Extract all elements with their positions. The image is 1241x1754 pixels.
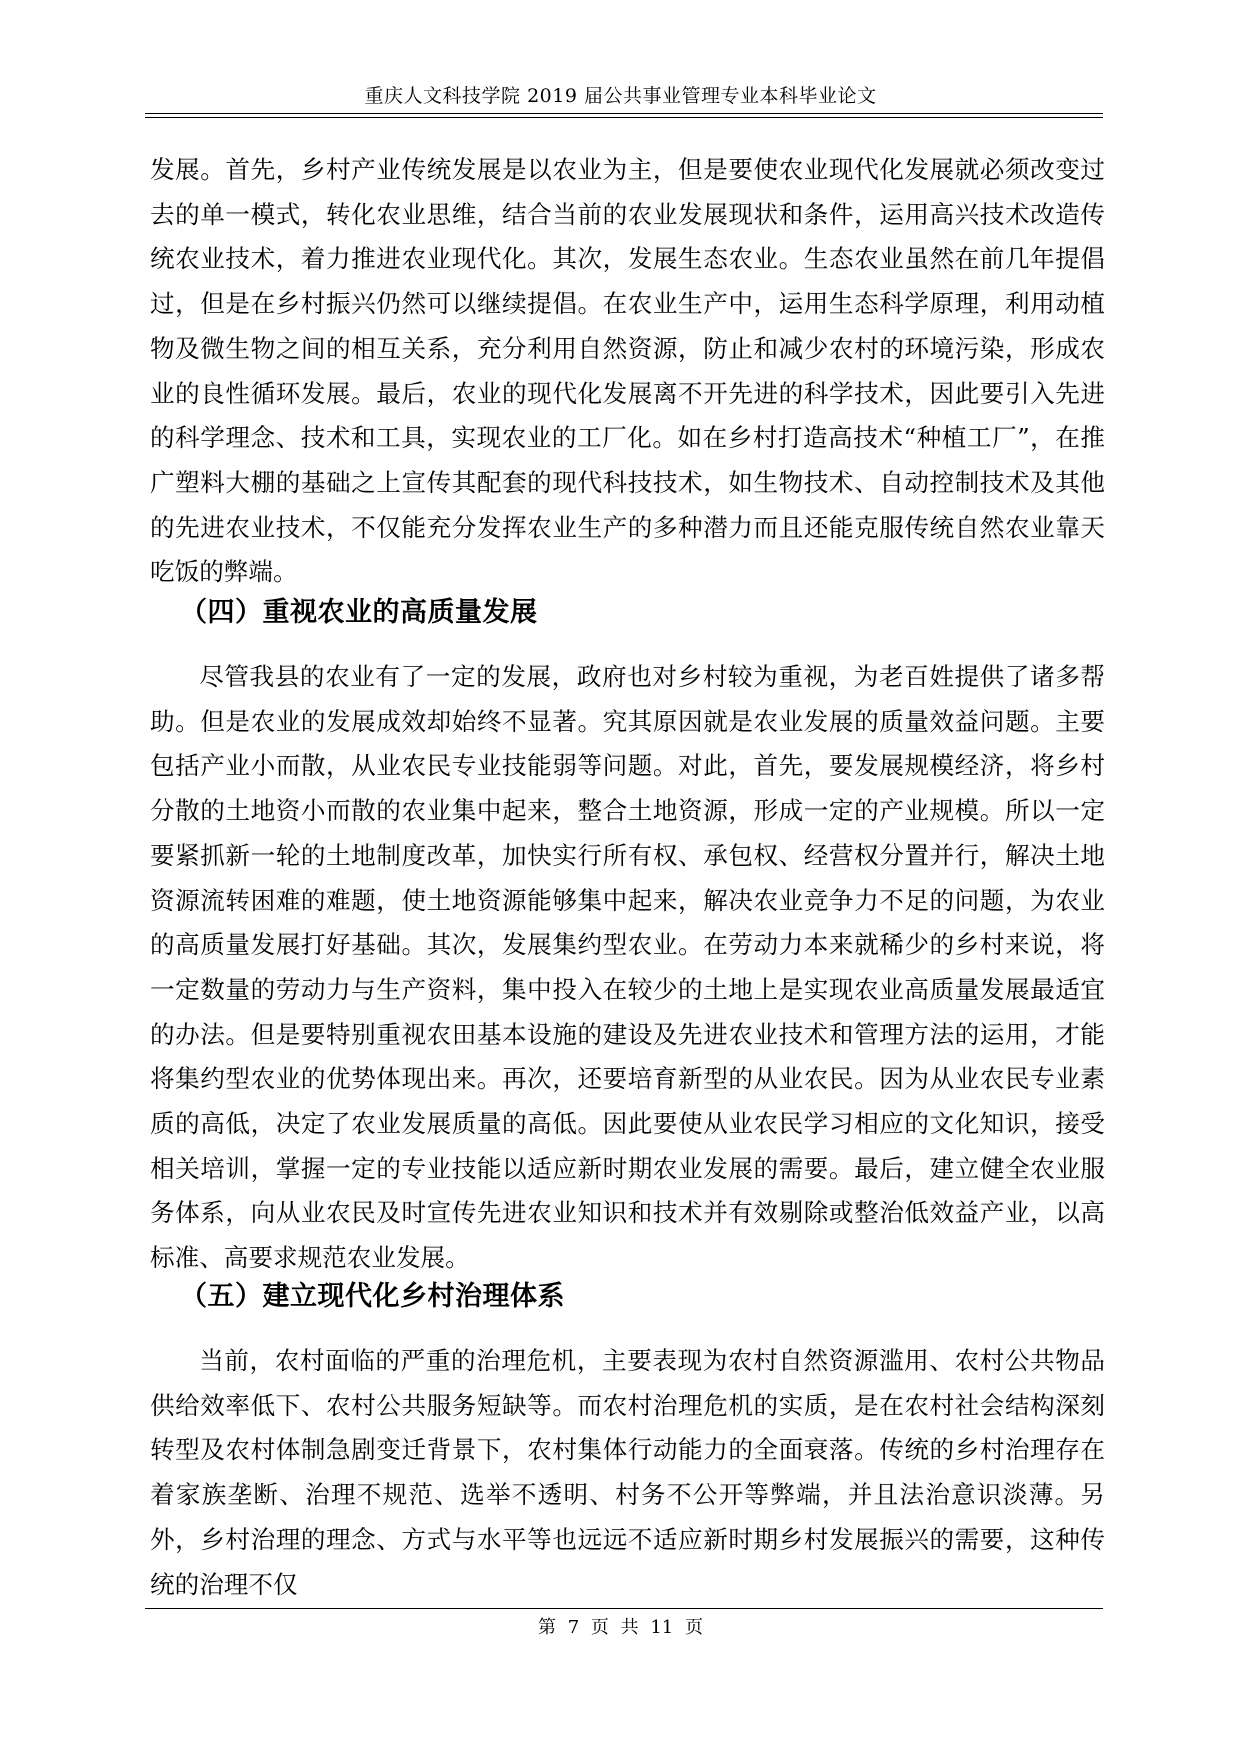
section-heading-5: （五）建立现代化乡村治理体系 <box>180 1281 565 1312</box>
header-rule-thick <box>145 113 1103 114</box>
paragraph-agriculture-quality <box>150 655 1105 1281</box>
page-number: 第 7 页 共 11 页 <box>538 1617 703 1638</box>
paragraph-text: 发展。首先，乡村产业传统发展是以农业为主，但是要使农业现代化发展就必须改变过去的单一模式，转化农业思维，结合当前的农业发展现状和条件，运用高兴技术改造传统农业技术，着力推进农业现代化。其次，发展生态农业。生态农业虽然在前几年提倡过，但是在乡村振兴仍然可以继续提倡。在农业生产中，运用生态科学原理，利用动植物及微生物之间的相互关系，充分利用自然资源，防止和减少农村的环境污染，形成农业的良性循环发展。最后，农业的现代化发展离不开先进的科学技术，因此要引入先进的科学理念、技术和工具，实现农业的工厂化。如在乡村打造高技术“种植工厂”，在推广塑料大棚的基础之上宣传其配套的现代科技技术，如生物技术、自动控制技术及其他的先进农业技术，不仅能充分发挥农业生产的多种潜力而且还能克服传统自然农业靠天吃饭的弊端。 <box>150 155 1105 587</box>
paragraph-text: 尽管我县的农业有了一定的发展，政府也对乡村较为重视，为老百姓提供了诸多帮助。但是农业的发展成效却始终不显著。究其原因就是农业发展的质量效益问题。主要包括产业小而散，从业农民专业技能弱等问题。对此，首先，要发展规模经济，将乡村分散的土地资小而散的农业集中起来，整合土地资源，形成一定的产业规模。所以一定要紧抓新一轮的土地制度改革，加快实行所有权、承包权、经营权分置并行，解决土地资源流转困难的难题，使土地资源能够集中起来，解决农业竞争力不足的问题，为农业的高质量发展打好基础。其次，发展集约型农业。在劳动力本来就稀少的乡村来说，将一定数量的劳动力与生产资料，集中投入在较少的土地上是实现农业高质量发展最适宜的办法。但是要特别重视农田基本设施的建设及先进农业技术和管理方法的运用，才能将集约型农业的优势体现出来。再次，还要培育新型的从业农民。因为从业农民专业素质的高低，决定了农业发展质量的高低。因此要使从业农民学习相应的文化知识，接受相关培训，掌握一定的专业技能以适应新时期农业发展的需要。最后，建立健全农业服务体系，向从业农民及时宣传先进农业知识和技术并有效剔除或整治低效益产业，以高标准、高要求规范农业发展。 <box>150 662 1105 1273</box>
running-header: 重庆人文科技学院 2019 届公共事业管理专业本科毕业论文 <box>364 85 877 107</box>
paragraph-text: 当前，农村面临的严重的治理危机，主要表现为农村自然资源滥用、农村公共物品供给效率低下、农村公共服务短缺等。而农村治理危机的实质，是在农村社会结构深刻转型及农村体制急剧变迁背景下，农村集体行动能力的全面衰落。传统的乡村治理存在着家族垄断、治理不规范、选举不透明、村务不公开等弊端，并且法治意识淡薄。另外，乡村治理的理念、方式与水平等也远远不适应新时期乡村发展振兴的需要，这种传统的治理不仅 <box>150 1346 1105 1599</box>
footer-rule <box>145 1608 1103 1609</box>
paragraph-rural-governance <box>150 1339 1105 1607</box>
section-heading-4: （四）重视农业的高质量发展 <box>180 597 538 628</box>
paragraph-continued <box>150 148 1105 595</box>
header-rule-thin <box>145 117 1103 118</box>
